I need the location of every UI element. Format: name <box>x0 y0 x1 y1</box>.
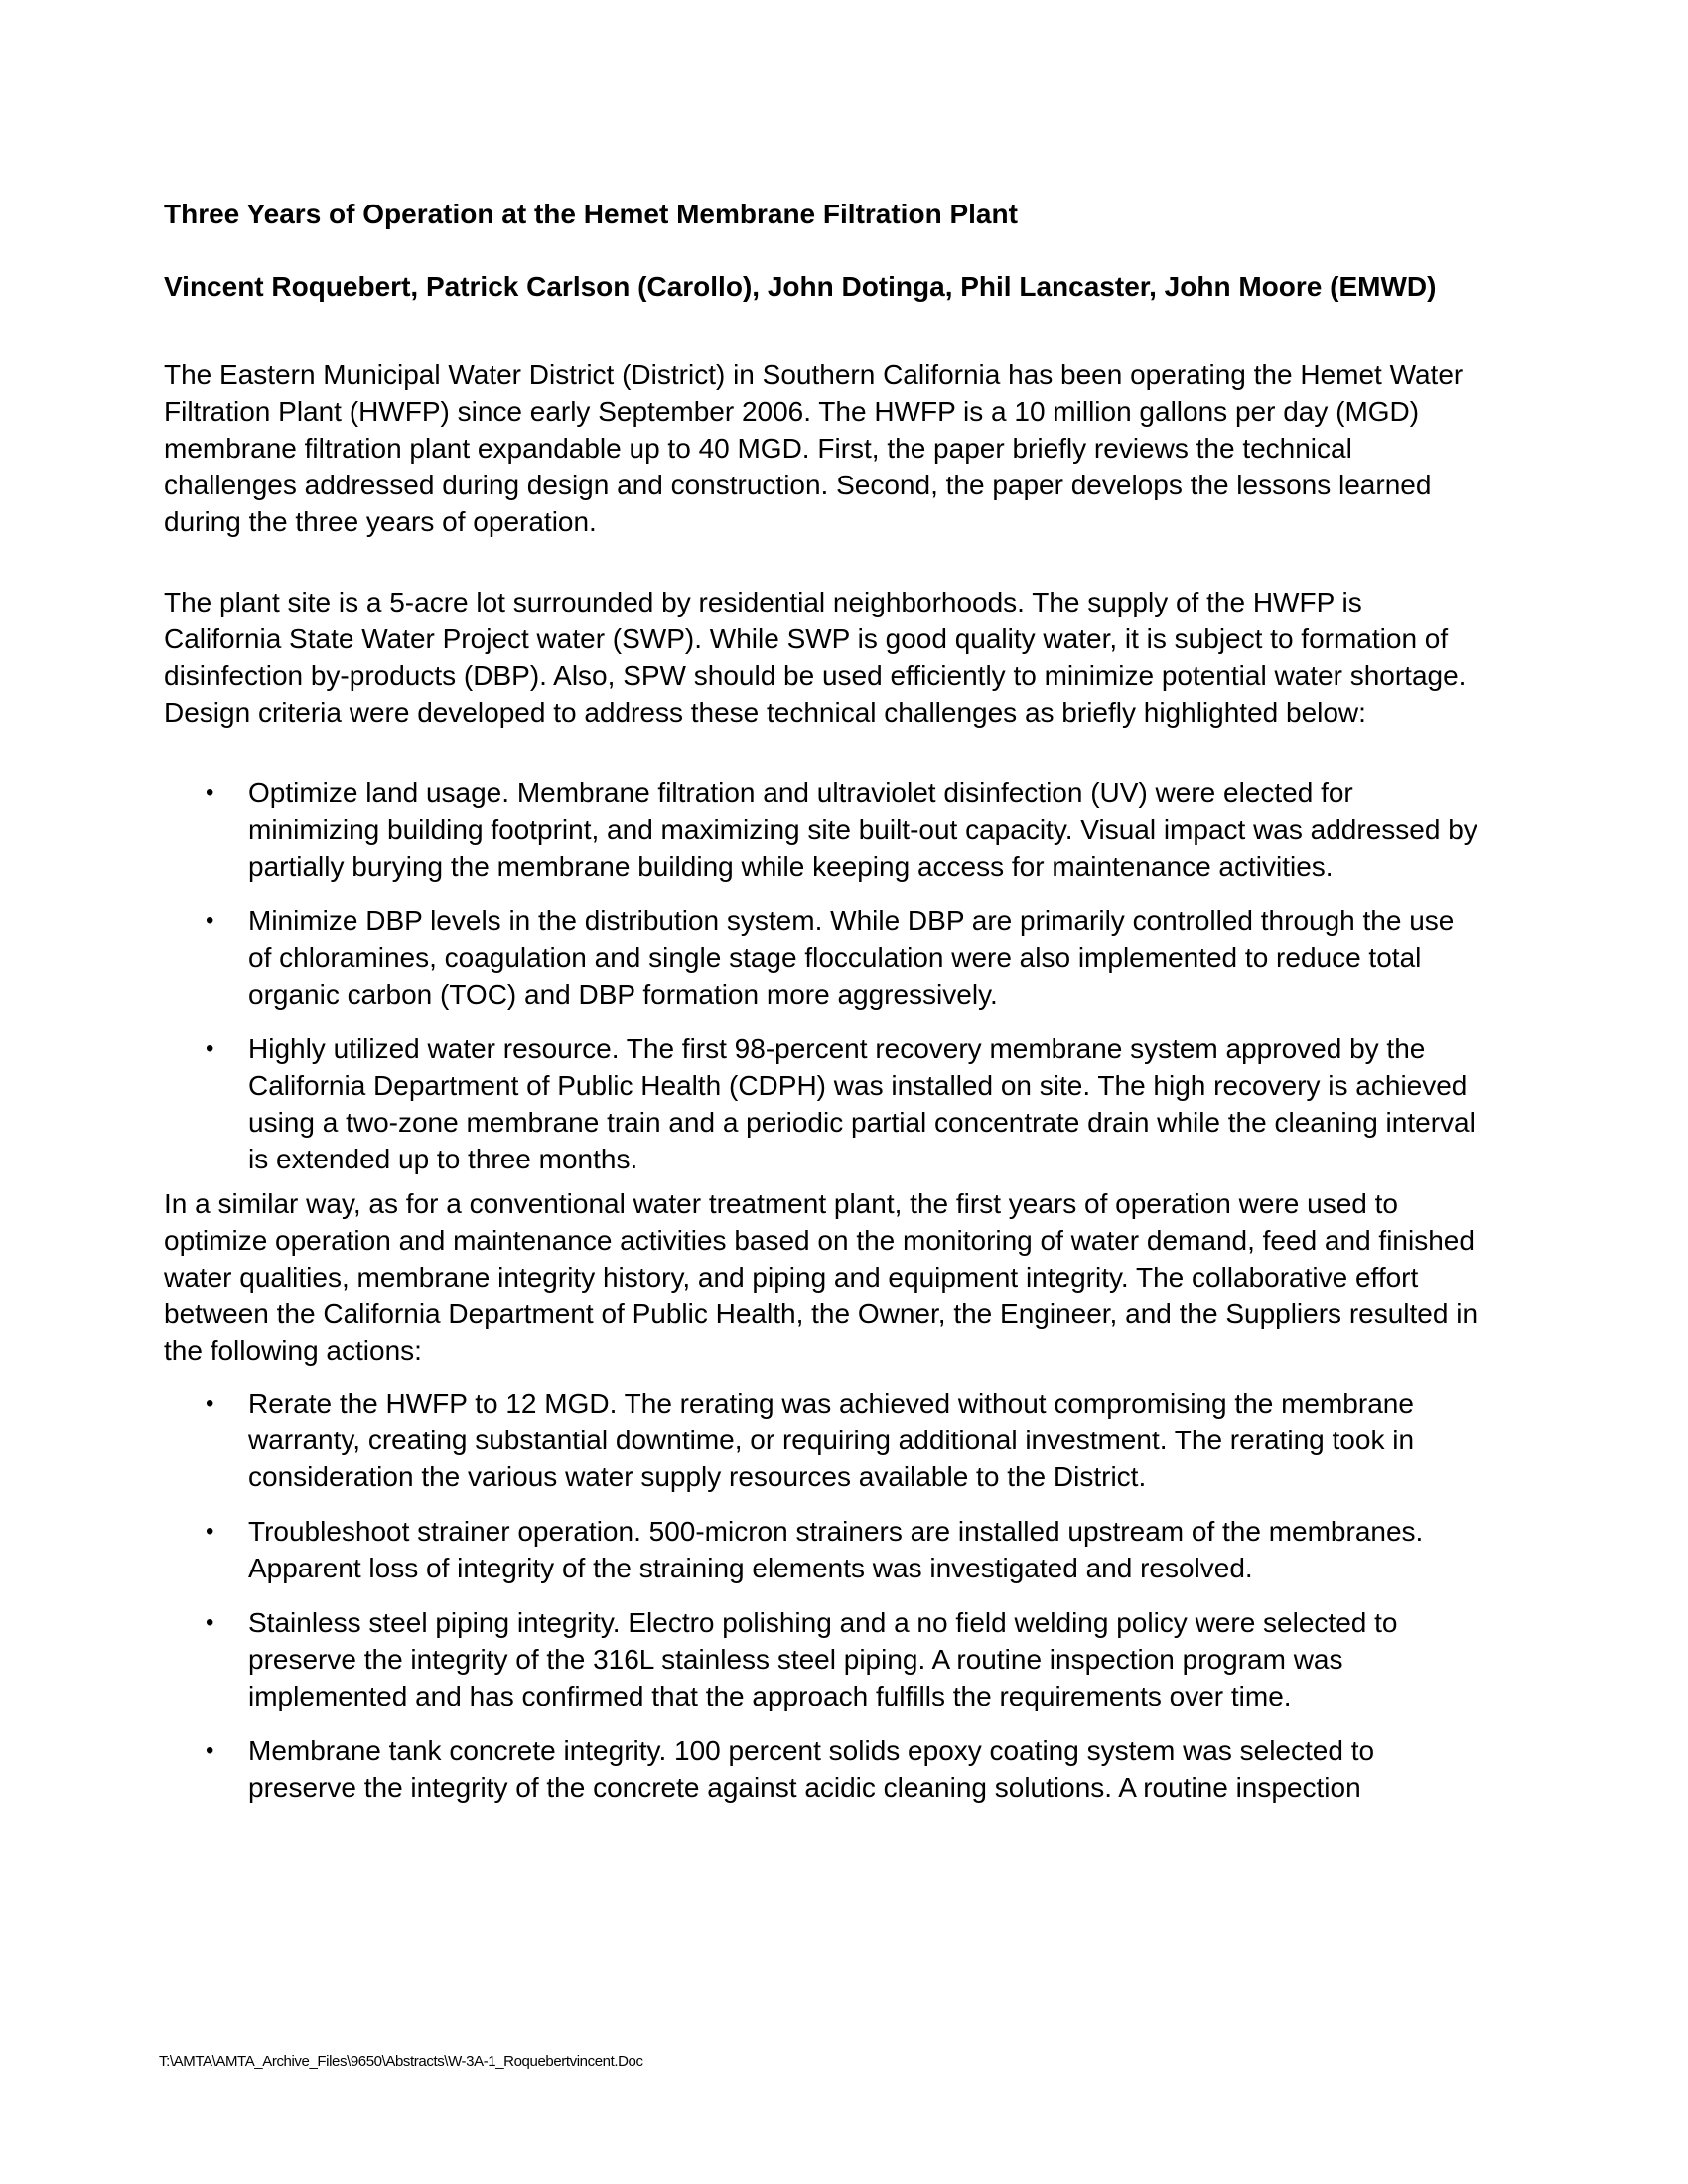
actions-list <box>164 1385 1484 1806</box>
bullet-icon: • <box>206 1609 214 1636</box>
bullet-icon: • <box>206 907 214 934</box>
bullet-icon: • <box>206 1390 214 1417</box>
document-body <box>164 196 1484 1814</box>
document-title: Three Years of Operation at the Hemet Membrane Filtration Plant <box>164 199 1018 229</box>
list-item-text: Troubleshoot strainer operation. 500-micron strainers are installed upstream of the membranes. Apparent loss of integrity of the straining elements was investigated and resolved. <box>248 1516 1424 1583</box>
paragraph-operations: In a similar way, as for a conventional water treatment plant, the first years of operation were used to optimize operation and maintenance activities based on the monitoring of water demand, feed and finished water qualities, membrane integrity history, and piping and equipment integrity. The collaborative effort between the California Department of Public Health, the Owner, the Engineer, and the Suppliers resulted in the following actions: <box>164 1188 1478 1366</box>
authors-line: Vincent Roquebert, Patrick Carlson (Carollo), John Dotinga, Phil Lancaster, John Moore (EMWD) <box>164 271 1437 302</box>
bullet-icon: • <box>206 1518 214 1545</box>
footer-file-path: T:\AMTA\AMTA_Archive_Files\9650\Abstracts\W-3A-1_Roquebertvincent.Doc <box>159 2053 643 2070</box>
list-item <box>164 1385 1484 1495</box>
list-item <box>164 1604 1484 1714</box>
list-item-text: Membrane tank concrete integrity. 100 percent solids epoxy coating system was selected to preserve the integrity of the concrete against acidic cleaning solutions. A routine inspection <box>248 1735 1375 1803</box>
design-criteria-list <box>164 774 1484 1177</box>
list-item <box>164 1513 1484 1586</box>
bullet-icon: • <box>206 1737 214 1764</box>
paragraph-intro: The Eastern Municipal Water District (District) in Southern California has been operating the Hemet Water Filtration Plant (HWFP) since early September 2006. The HWFP is a 10 million gallons per day (MGD) membrane filtration plant expandable up to 40 MGD. First, the paper briefly reviews the technical challenges addressed during design and construction. Second, the paper develops the lessons learned during the three years of operation. <box>164 359 1464 537</box>
bullet-icon: • <box>206 1035 214 1062</box>
list-item-text: Rerate the HWFP to 12 MGD. The rerating was achieved without compromising the membrane warranty, creating substantial downtime, or requiring additional investment. The rerating took in consideration the various water supply resources available to the District. <box>248 1388 1415 1492</box>
list-item-text: Optimize land usage. Membrane filtration and ultraviolet disinfection (UV) were elected for minimizing building footprint, and maximizing site built-out capacity. Visual impact was addressed by partially burying the membrane building while keeping access for maintenance activities. <box>248 777 1477 882</box>
list-item <box>164 902 1484 1013</box>
list-item-text: Highly utilized water resource. The first 98-percent recovery membrane system approved by the California Department of Public Health (CDPH) was installed on site. The high recovery is achieved using a two-zone membrane train and a periodic partial concentrate drain while the cleaning interval is extended up to three months. <box>248 1033 1476 1174</box>
bullet-icon: • <box>206 779 214 806</box>
paragraph-site: The plant site is a 5-acre lot surrounded by residential neighborhoods. The supply of the HWFP is California State Water Project water (SWP). While SWP is good quality water, it is subject to formation of disinfection by-products (DBP). Also, SPW should be used efficiently to minimize potential water shortage. Design criteria were developed to address these technical challenges as briefly highlighted below: <box>164 587 1467 728</box>
list-item-text: Stainless steel piping integrity. Electro polishing and a no field welding policy were selected to preserve the integrity of the 316L stainless steel piping. A routine inspection program was implemented and has confirmed that the approach fulfills the requirements over time. <box>248 1607 1398 1711</box>
list-item <box>164 1732 1484 1806</box>
list-item <box>164 774 1484 885</box>
list-item-text: Minimize DBP levels in the distribution system. While DBP are primarily controlled through the use of chloramines, coagulation and single stage flocculation were also implemented to reduce total organic carbon (TOC) and DBP formation more aggressively. <box>248 905 1455 1010</box>
list-item <box>164 1030 1484 1177</box>
